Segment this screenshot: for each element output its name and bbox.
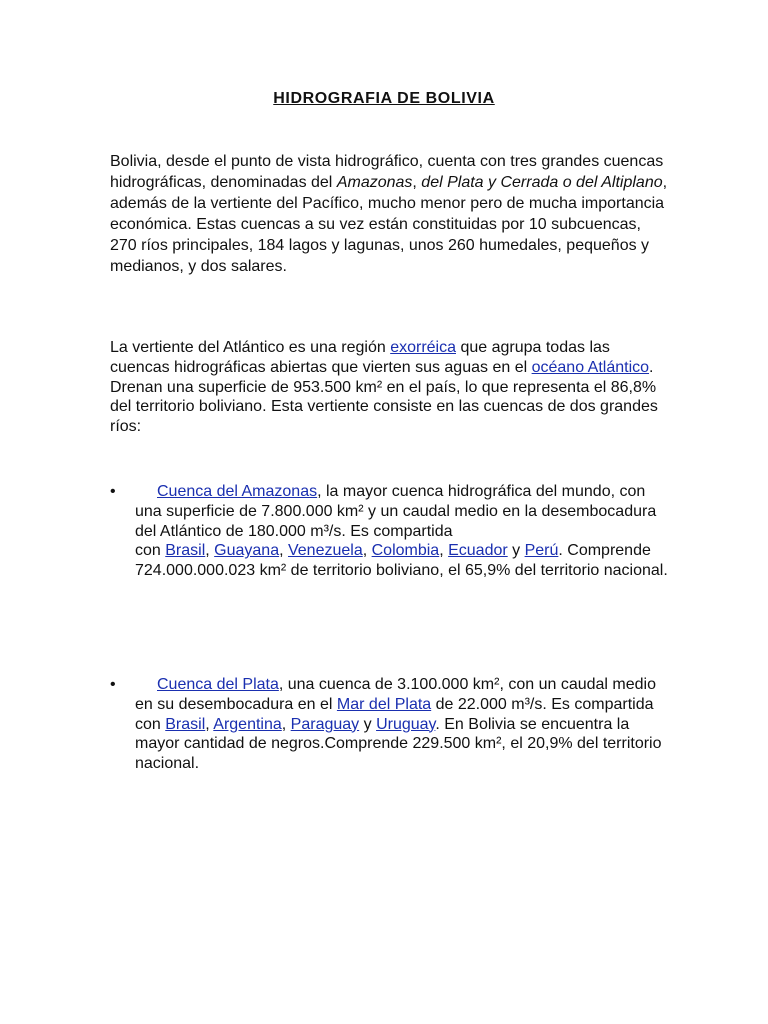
separator: y <box>507 542 525 560</box>
amazonas-text-1: , la mayor cuenca hidrográfica del mundo, con una superficie de 7.800.000 km² y un caudal medio en la desembocadura del Atlántico de 180.000 m³/s. Es compartida <box>135 483 657 540</box>
separator: , <box>439 542 449 560</box>
separator: , <box>205 542 215 560</box>
plata-text-4: . En Bolivia se encuentra la mayor cantidad de negros.Comprende 229.500 km², el 20,9% del territorio nacional. <box>135 715 662 773</box>
bullet-icon: • <box>110 676 116 693</box>
intro-text-1: Bolivia, desde el punto de vista hidrográfico, cuenta con tres grandes cuencas hidrográficas, denominadas del <box>110 153 664 191</box>
plata-text-3: con <box>135 715 166 733</box>
separator: , <box>205 715 214 733</box>
link-peru[interactable]: Perú <box>524 542 559 560</box>
link-uruguay[interactable]: Uruguay <box>376 715 436 733</box>
separator: , <box>362 542 372 560</box>
link-cuenca-amazonas[interactable]: Cuenca del Amazonas <box>157 483 318 500</box>
link-brasil[interactable]: Brasil <box>165 715 206 733</box>
plata-text-2: de 22.000 m³/s. Es compartida <box>431 695 654 713</box>
list-item-plata <box>135 675 675 774</box>
intro-paragraph <box>110 151 670 277</box>
separator: , <box>279 542 288 560</box>
separator: , <box>281 715 291 733</box>
link-ecuador[interactable]: Ecuador <box>448 542 508 560</box>
page-title: HIDROGRAFIA DE BOLIVIA <box>273 90 495 107</box>
link-cuenca-plata[interactable]: Cuenca del Plata <box>157 676 279 693</box>
link-guayana[interactable]: Guayana <box>214 542 280 560</box>
atlantic-paragraph <box>110 338 670 437</box>
atlantic-text-3: . Drenan una superficie de 953.500 km² en el país, lo que representa el 86,8% del territorio boliviano. Esta vertiente consiste en las cuencas de dos grandes ríos: <box>110 358 658 436</box>
intro-text-3: , además de la vertiente del Pacífico, mucho menor pero de mucha importancia económica. Estas cuencas a su vez están constituidas por 10 subcuencas, 270 ríos principales, 184 lagos y lagunas, unos 260 humedales, pequeños y medianos, y dos salares. <box>110 174 668 275</box>
intro-italic-amazonas: Amazonas <box>336 174 413 191</box>
intro-text-2: , <box>412 174 422 191</box>
link-exorreica[interactable]: exorréica <box>390 339 456 356</box>
atlantic-text-2: que agrupa todas las cuencas hidrográficas abiertas que vierten sus aguas en el <box>110 339 610 376</box>
amazonas-text-3: . Comprende 724.000.000.023 km² de territorio boliviano, el 65,9% del territorio nacional. <box>135 542 668 580</box>
link-oceano-atlantico[interactable]: océano Atlántico <box>531 358 650 376</box>
plata-text-1: , una cuenca de 3.100.000 km², con un caudal medio en su desembocadura en el <box>135 676 656 713</box>
link-paraguay[interactable]: Paraguay <box>290 715 360 733</box>
list-item-amazonas <box>135 482 675 581</box>
link-colombia[interactable]: Colombia <box>371 542 440 560</box>
link-brasil[interactable]: Brasil <box>165 542 206 560</box>
bullet-icon: • <box>110 483 116 500</box>
amazonas-text-2: con <box>135 542 166 560</box>
link-venezuela[interactable]: Venezuela <box>287 542 363 560</box>
link-argentina[interactable]: Argentina <box>213 715 282 733</box>
atlantic-text-1: La vertiente del Atlántico es una región <box>110 339 391 356</box>
intro-italic-plata: del Plata y Cerrada o del Altiplano <box>421 174 663 191</box>
link-mar-del-plata[interactable]: Mar del Plata <box>336 695 432 713</box>
separator: y <box>359 715 377 733</box>
